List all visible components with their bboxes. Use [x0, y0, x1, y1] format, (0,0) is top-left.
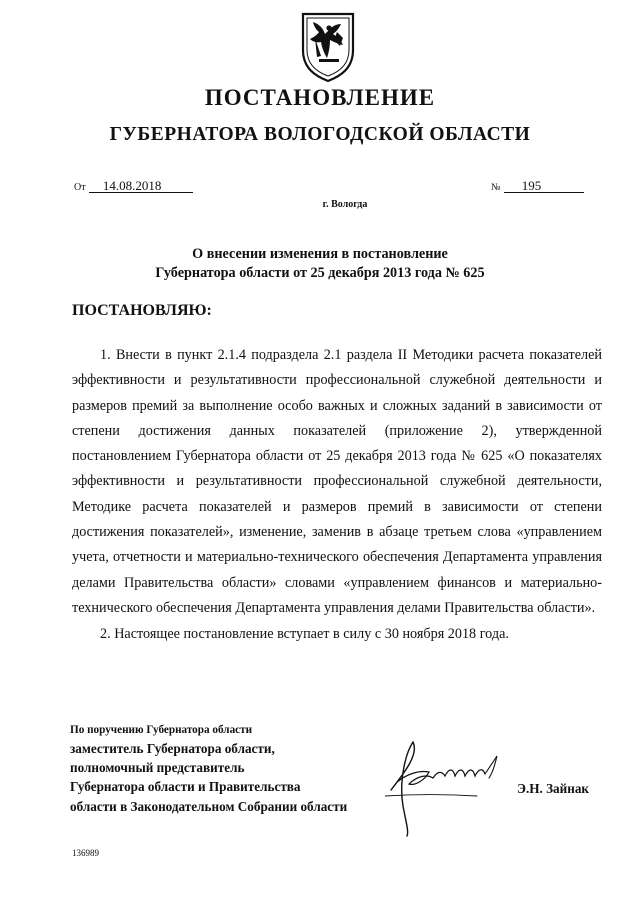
document-subtitle: ГУБЕРНАТОРА ВОЛОГОДСКОЙ ОБЛАСТИ	[109, 124, 531, 145]
handwritten-signature	[385, 732, 503, 837]
signature-block	[70, 722, 347, 816]
number-prefix: №	[491, 182, 501, 193]
decree-heading: ПОСТАНОВЛЯЮ:	[72, 302, 212, 319]
subject-line-1: О внесении изменения в постановление	[192, 246, 448, 262]
document-title: ПОСТАНОВЛЕНИЕ	[204, 85, 436, 110]
coat-of-arms-icon	[299, 10, 357, 84]
signer-name: Э.Н. Зайнак	[517, 781, 590, 796]
document-code: 136989	[72, 848, 99, 858]
subject-line-2: Губернатора области от 25 декабря 2013 года № 625	[155, 265, 485, 281]
document-subject	[0, 245, 640, 283]
body-paragraph-1: 1. Внести в пункт 2.1.4 подраздела 2.1 раздела II Методики расчета показателей эффективности и результативности профессиональной служебной деятельности и размеров премий за выполнение особо важных и сложных заданий в зависимости от степени достижения данных показателей (приложение 2), утвержденной постановлением Губернатора области от 25 декабря 2013 года № 625 «О показателях эффективности и результативности профессиональной служебной деятельности, Методике расчета показателей и размеров премий в зависимости от степени достижения показателей», изменение, заменив в абзаце третьем слова «управлением учета, отчетности и материально-технического обеспечения Департамента управления делами Правительства области» словами «управлением финансов и материально-технического обеспечения Департамента управления делами Правительства области».	[72, 347, 602, 616]
signature-position-line-3: Губернатора области и Правительства	[70, 779, 301, 795]
date-prefix: От	[74, 182, 86, 193]
document-date	[74, 178, 193, 194]
body-paragraph-2: 2. Настоящее постановление вступает в силу с 30 ноября 2018 года.	[100, 626, 509, 643]
signature-position-line-4: области в Законодательном Собрании области	[70, 798, 348, 814]
date-value: 14.08.2018	[89, 179, 193, 193]
signature-position-line-2: полномочный представитель	[70, 760, 245, 776]
signature-position-line-1: заместитель Губернатора области,	[70, 741, 275, 756]
city-label: г. Вологда	[322, 199, 368, 210]
document-body	[72, 343, 602, 648]
number-value: 195	[504, 179, 584, 193]
document-number	[491, 178, 584, 194]
signature-note: По поручению Губернатора области	[70, 724, 253, 736]
